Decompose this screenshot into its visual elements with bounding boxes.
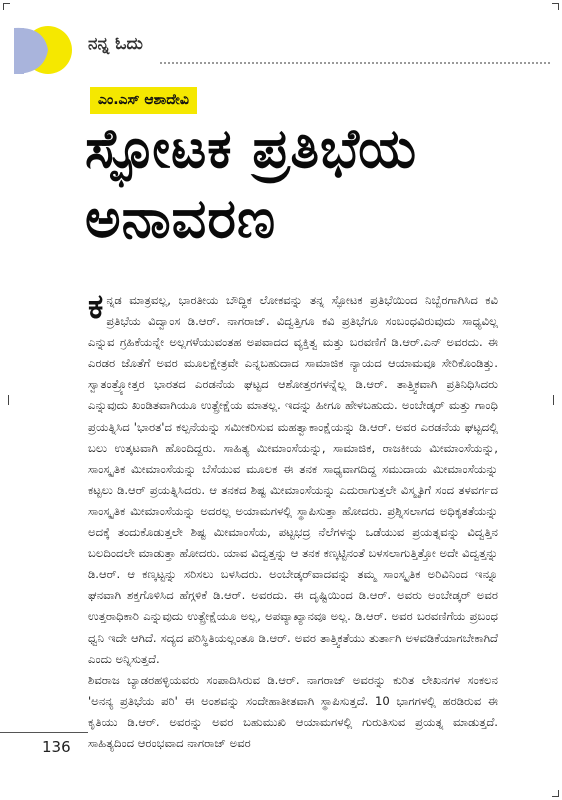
page-number-rule bbox=[0, 732, 88, 733]
page-number: 136 bbox=[42, 738, 71, 756]
article-body bbox=[88, 287, 498, 754]
registration-mark-left bbox=[8, 395, 9, 405]
paragraph-1-text: ನ್ನಡ ಮಾತ್ರವಲ್ಲ, ಭಾರತೀಯ ಬೌದ್ಧಿಕ ಲೋಕವನ್ನು ತನ್ನ ಸ್ಫೋಟಕ ಪ್ರತಿಭೆಯಿಂದ ನಿಬ್ಬೆರಗಾಗಿಸಿದ ಕವಿ ಪ್ರತಿಭೆಯ ವಿದ್ವಾಂಸ ಡಿ.ಆರ್. ನಾಗರಾಜ್. ವಿದ್ವತ್ತಿಗೂ ಕವಿ ಪ್ರತಿಭೆಗೂ ಸಂಬಂಧವಿರುವುದು ಸಾಧ್ಯವಿಲ್ಲ ಎನ್ನುವ ಗ್ರಹಿಕೆಯನ್ನೇ ಅಲ್ಲಗಳೆಯುವಂತಹ ಅಪವಾದದ ವ್ಯಕ್ತಿತ್ವ ಮತ್ತು ಬರವಣಿಗೆ ಡಿ.ಆರ್.ಎನ್ ಅವರದು. ಈ ಎರಡರ ಜೊತೆಗೆ ಅವರ ಮೂಲಕ್ಷೇತ್ರವೇ ಎನ್ನಬಹುದಾದ ಸಾಮಾಜಿಕ ನ್ಯಾಯದ ಆಯಾಮವೂ ಸೇರಿಕೊಂಡಿತ್ತು. ಸ್ವಾತಂತ್ರ್ಯೋತ್ತರ ಭಾರತದ ಎರಡನೆಯ ಘಟ್ಟದ ಆಶೋತ್ತರಗಳನ್ನೆಲ್ಲ ಡಿ.ಆರ್. ತಾತ್ತ್ವಿಕವಾಗಿ ಪ್ರತಿನಿಧಿಸಿದರು ಎನ್ನುವುದು ಖಂಡಿತವಾಗಿಯೂ ಉತ್ಪ್ರೇಕ್ಷೆಯ ಮಾತಲ್ಲ. ಇದನ್ನು ಹೀಗೂ ಹೇಳಬಹುದು. ಅಂಬೇಡ್ಕರ್ ಮತ್ತು ಗಾಂಧಿ ಪ್ರಯತ್ನಿಸಿದ 'ಭಾರತ'ದ ಕಲ್ಪನೆಯನ್ನು ಸಮೀಕರಿಸುವ ಮಹತ್ವಾಕಾಂಕ್ಷೆಯನ್ನು ಡಿ.ಆರ್. ಅವರ ಎರಡನೆಯ ಘಟ್ಟದಲ್ಲಿ ಬಲು ಉತ್ಕಟವಾಗಿ ಹೊಂದಿದ್ದರು. ಸಾಹಿತ್ಯ ಮೀಮಾಂಸೆಯನ್ನು, ಸಾಮಾಜಿಕ, ರಾಜಕೀಯ ಮೀಮಾಂಸೆಯನ್ನು, ಸಾಂಸ್ಕೃತಿಕ ಮೀಮಾಂಸೆಯನ್ನು ಬೆಸೆಯುವ ಮೂಲಕ ಈ ತನಕ ಸಾಧ್ಯವಾಗದಿದ್ದ ಸಮುದಾಯ ಮೀಮಾಂಸೆಯನ್ನು ಕಟ್ಟಲು ಡಿ.ಆರ್ ಪ್ರಯತ್ನಿಸಿದರು. ಆ ತನಕದ ಶಿಷ್ಟ ಮೀಮಾಂಸೆಯನ್ನು ಎದುರಾಗುತ್ತಲೇ ವಿಸ್ಮೃತಿಗೆ ಸಂದ ತಳವರ್ಗದ ಸಾಂಸ್ಕೃತಿಕ ಮೀಮಾಂಸೆಯನ್ನು ಅದರಲ್ಲ ಅಯಾಮಗಳಲ್ಲಿ ಸ್ಥಾಪಿಸುತ್ತಾ ಹೋದರು. ಪ್ರಶ್ನಿಸಲಾಗದ ಅಧಿಕೃತತೆಯನ್ನು ಅದಕ್ಕೆ ತಂದುಕೊಡುತ್ತಲೇ ಶಿಷ್ಟ ಮೀಮಾಂಸೆಯ, ಪಟ್ಟಭದ್ರ ನೆಲೆಗಳನ್ನು ಒಡೆಯುವ ಪ್ರಯತ್ನವನ್ನು ವಿದ್ವತ್ತಿನ ಬಲದಿಂದಲೇ ಮಾಡುತ್ತಾ ಹೋದರು. ಯಾವ ವಿದ್ವತ್ತನ್ನು ಆ ತನಕ ಕಣ್ಕಟ್ಟಿನಂತೆ ಬಳಸಲಾಗುತ್ತಿತ್ತೋ ಅದೇ ವಿದ್ವತ್ತನ್ನು ಡಿ.ಆರ್. ಆ ಕಣ್ಕಟ್ಟನ್ನು ಸರಿಸಲು ಬಳಸಿದರು. ಅಂಬೇಡ್ಕರ್‌ವಾದವನ್ನು ತಮ್ಮ ಸಾಂಸ್ಕೃತಿಕ ಅರಿವಿನಿಂದ ಇನ್ನೂ ಘನವಾಗಿ ಶಕ್ತಗೊಳಿಸಿದ ಹೆಗ್ಗಳಿಕೆ ಡಿ.ಆರ್. ಅವರದು. ಈ ದೃಷ್ಟಿಯಿಂದ ಡಿ.ಆರ್. ಅವರು ಅಂಬೇಡ್ಕರ್ ಅವರ ಉತ್ತರಾಧಿಕಾರಿ ಎನ್ನುವುದು ಉತ್ಪ್ರೇಕ್ಷೆಯೂ ಅಲ್ಲ, ಅಪವ್ಯಾಖ್ಯಾನವೂ ಅಲ್ಲ. ಡಿ.ಆರ್. ಅವರ ಬರವಣಿಗೆಯ ಪ್ರಬಂಧ ಧ್ವನಿ ಇದೇ ಆಗಿದೆ. ಸದ್ಯದ ಪರಿಸ್ಥಿತಿಯಲ್ಲಂತೂ ಡಿ.ಆರ್. ಅವರ ತಾತ್ತ್ವಿಕತೆಯು ತುರ್ತಾಗಿ ಅಳವಡಿಕೆಯಾಗಬೇಕಾಗಿದೆ ಎಂದು ಅನ್ನಿಸುತ್ತದೆ. bbox=[88, 293, 498, 666]
section-label: ನನ್ನ ಓದು bbox=[88, 34, 143, 54]
crop-mark-top-right bbox=[552, 3, 559, 10]
article-title-line2: ಅನಾವರಣ bbox=[85, 187, 277, 250]
registration-mark-right bbox=[553, 395, 554, 405]
article-title-line1: ಸ್ಫೋಟಕ ಪ್ರತಿಭೆಯ bbox=[85, 117, 418, 180]
paragraph-1 bbox=[88, 287, 498, 670]
paragraph-2: ಶಿವರಾಜ ಬ್ಯಾಡರಹಳ್ಳಿಯವರು ಸಂಪಾದಿಸಿರುವ ಡಿ.ಆರ್. ನಾಗರಾಜ್ ಅವರನ್ನು ಕುರಿತ ಲೇಖನಗಳ ಸಂಕಲನ 'ಅನನ್ಯ ಪ್ರತಿಭೆಯ ಪರಿ' ಈ ಅಂಶವನ್ನು ಸಂದೇಹಾತೀತವಾಗಿ ಸ್ಥಾಪಿಸುತ್ತದೆ. 10 ಭಾಗಗಳಲ್ಲಿ ಹರಡಿರುವ ಈ ಕೃತಿಯು ಡಿ.ಆರ್. ಅವರನ್ನು ಅವರ ಬಹುಮುಖಿ ಆಯಾಮಗಳಲ್ಲಿ ಗುರುತಿಸುವ ಪ್ರಯತ್ನ ಮಾಡುತ್ತದೆ. ಸಾಹಿತ್ಯದಿಂದ ಆರಂಭವಾದ ನಾಗರಾಜ್ ಅವರ bbox=[88, 672, 498, 750]
crop-mark-bottom-right bbox=[552, 790, 559, 797]
drop-cap: ಕ bbox=[88, 287, 104, 327]
dotted-divider bbox=[160, 62, 550, 64]
author-badge: ಎಂ.ಎಸ್ ಆಶಾದೇವಿ bbox=[90, 87, 197, 114]
